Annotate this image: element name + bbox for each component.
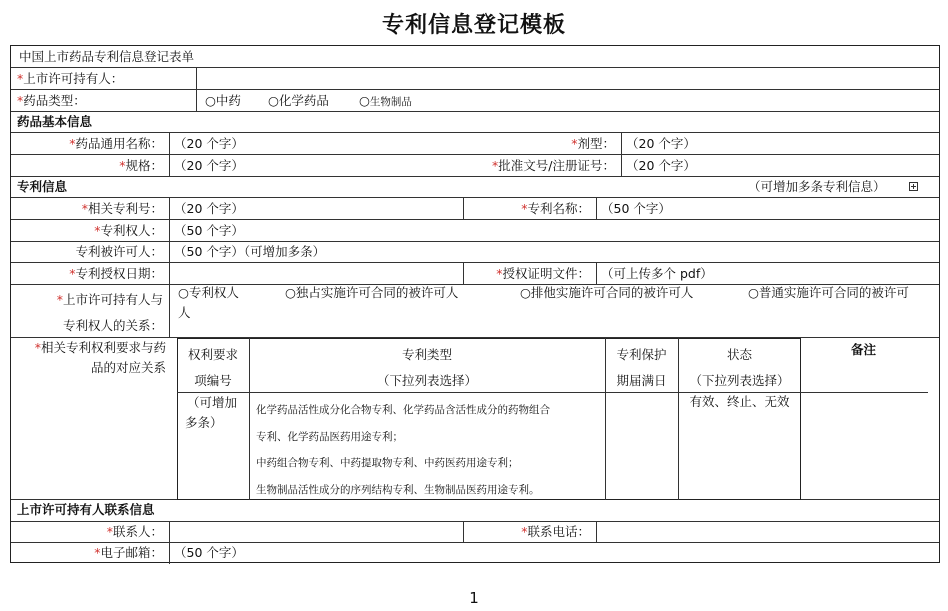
dosage-form-label: *剂型： — [571, 136, 615, 151]
column-divider — [596, 262, 597, 284]
drug-type-label: *药品类型： — [17, 93, 86, 108]
column-divider — [621, 132, 622, 176]
add-patent-note: （可增加多条专利信息） — [748, 179, 886, 194]
section-patent-info: 专利信息 — [17, 179, 68, 194]
row-divider — [11, 154, 939, 155]
row-divider — [11, 132, 939, 133]
column-divider — [196, 67, 197, 89]
spec-label: *规格： — [119, 158, 163, 173]
page-number: 1 — [469, 589, 479, 607]
row-divider — [11, 111, 939, 112]
row-divider — [11, 241, 939, 242]
contact-person-label: *联系人： — [106, 524, 163, 539]
patent-type-line: 化学药品活性成分化合物专利、化学药品含活性成分的药物组合 — [256, 404, 550, 416]
header-status: 状态 — [726, 347, 752, 362]
claims-label-line2: 品的对应关系 — [90, 360, 166, 375]
generic-name-label: *药品通用名称： — [69, 136, 163, 151]
relation-option-general[interactable]: ○普通实施许可合同的被许可 — [748, 285, 909, 300]
column-divider — [596, 521, 597, 542]
email-input[interactable]: （50 个字） — [174, 545, 244, 560]
header-expiry-date-2: 期届满日 — [616, 373, 667, 388]
row-divider — [11, 176, 939, 177]
header-claim-number-2: 项编号 — [194, 373, 232, 388]
patent-registration-form — [10, 45, 940, 563]
claims-header-divider — [177, 392, 928, 393]
header-patent-type-2: （下拉列表选择） — [376, 373, 477, 388]
holder-input[interactable] — [201, 70, 931, 86]
licensee-input[interactable]: （50 个字）（可增加多条） — [174, 244, 326, 259]
patent-name-label: *专利名称： — [521, 201, 590, 216]
header-remark: 备注 — [850, 342, 876, 357]
grant-date-input[interactable] — [174, 265, 458, 281]
patent-owner-label: *专利权人： — [94, 223, 163, 238]
patent-type-line: 中药组合物专利、中药提取物专利、中药医药用途专利； — [256, 457, 519, 469]
add-patent-icon[interactable] — [909, 182, 918, 191]
patent-number-label: *相关专利号： — [81, 201, 163, 216]
drug-type-option-biologic[interactable]: ○生物制品 — [359, 93, 412, 108]
row-divider — [11, 197, 939, 198]
approval-number-input[interactable]: （20 个字） — [626, 158, 696, 173]
grant-date-label: *专利授权日期： — [69, 266, 163, 281]
header-expiry-date: 专利保护 — [616, 347, 667, 362]
contact-person-input[interactable] — [174, 523, 458, 539]
column-divider — [169, 197, 170, 337]
column-divider — [169, 521, 170, 564]
patent-number-input[interactable]: （20 个字） — [174, 201, 244, 216]
patent-owner-input[interactable]: （50 个字） — [174, 223, 244, 238]
form-title: 中国上市药品专利信息登记表单 — [19, 49, 195, 64]
header-patent-type: 专利类型 — [401, 347, 452, 362]
patent-type-line: 生物制品活性成分的序列结构专利、生物制品医药用途专利。 — [256, 484, 540, 496]
contact-phone-input[interactable] — [601, 523, 931, 539]
section-contact-info: 上市许可持有人联系信息 — [17, 502, 155, 517]
row-divider — [11, 542, 939, 543]
generic-name-input[interactable]: （20 个字） — [174, 136, 244, 151]
column-divider — [596, 197, 597, 219]
row-divider — [11, 89, 939, 90]
certificate-upload[interactable]: （可上传多个 pdf） — [601, 266, 713, 281]
section-basic-info: 药品基本信息 — [17, 114, 93, 129]
relation-option-owner[interactable]: ○专利权人 — [178, 285, 239, 300]
claims-label-line1: *相关专利权利要求与药 — [34, 340, 166, 355]
claim-number-note-2: 多条） — [185, 415, 223, 430]
certificate-label: *授权证明文件： — [496, 266, 590, 281]
row-divider — [11, 521, 939, 522]
contact-phone-label: *联系电话： — [521, 524, 590, 539]
holder-label: *上市许可持有人： — [17, 71, 124, 86]
relation-label-line2: 专利权人的关系： — [62, 318, 163, 333]
patent-type-line: 专利、化学药品医药用途专利； — [256, 431, 403, 443]
drug-type-option-tcm[interactable]: ○中药 — [205, 93, 241, 108]
column-divider — [169, 132, 170, 176]
email-label: *电子邮箱： — [94, 545, 163, 560]
dosage-form-input[interactable]: （20 个字） — [626, 136, 696, 151]
drug-type-option-chemical[interactable]: ○化学药品 — [268, 93, 329, 108]
approval-number-label: *批准文号/注册证号： — [492, 158, 615, 173]
relation-option-sole[interactable]: ○排他实施许可合同的被许可人 — [520, 285, 694, 300]
relation-option-exclusive[interactable]: ○独占实施许可合同的被许可人 — [285, 285, 459, 300]
page-title: 专利信息登记模板 — [381, 12, 566, 38]
column-divider — [196, 89, 197, 111]
status-options[interactable]: 有效、终止、无效 — [689, 394, 790, 409]
licensee-label: 专利被许可人： — [75, 244, 163, 259]
row-divider — [11, 219, 939, 220]
header-claim-number: 权利要求 — [187, 347, 238, 362]
relation-option-wrap: 人 — [178, 305, 191, 320]
header-status-2: （下拉列表选择） — [689, 373, 790, 388]
patent-name-input[interactable]: （50 个字） — [601, 201, 671, 216]
row-divider — [11, 67, 939, 68]
spec-input[interactable]: （20 个字） — [174, 158, 244, 173]
row-divider — [11, 262, 939, 263]
claim-number-note: （可增加 — [187, 395, 238, 410]
relation-label-line1: *上市许可持有人与 — [56, 292, 163, 307]
